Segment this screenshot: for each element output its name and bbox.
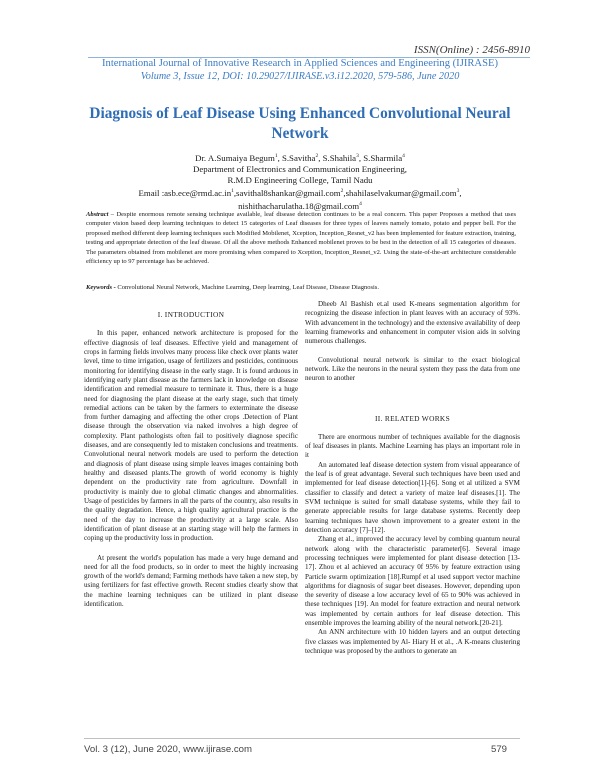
abstract-text: – Despite enormous remote sensing technique available, leaf disease detection continues to be a real concern. This paper Proposes a method that uses computer vision based deep learning techniques to detect 15 categories of Leaf diseases for three types of leaves namely tomato, potato and pepper bell. For the proposed method different deep learning techniques such Modified Mobilenet, Xception, Inception_Resnet_v2 has been implemented for feature extraction, training, testing and appropriate detection of the leaf disease. Of all the above methods Enhanced mobilenet proves to be best in the detection of all 15 categories of diseases. The parameters obtained from mobilenet are more promising when compared to Xception, Inception_Resnet_v2. Using the state-of-the-art architecture considerable efficiency up to 97 percentage has be achieved.	[86, 211, 516, 266]
author-names: Dr. A.Sumaiya Begum$^1$, S.Savitha$^2$, S.Shahila$^3$, S.Sharmila$^4$	[195, 152, 405, 163]
intro-paragraph-1: In this paper, enhanced network architecture is proposed for the effective diagnosis of leaf diseases. Effective yield and management of crops in farming fields involves many process like check over plants water level, time to time irrigation, usage of fertilizers and pesticides, continuous monitoring for identifying disease in the early stage. It is found arduous in identifying early plant disease as the farmers lack in knowledge on disease identification and remedial measure to terminate it. Thus, there is a huge need for diagnosing the plant disease at the early stage, such that timely remedial actions can be taken by the farmers to exterminate the disease from further damaging and affecting the other crops .Detection of Plant disease through the observation via naked involves a high degree of complexity. Plant pathologists often fail to positively diagnose specific diseases, and are consequently led to mistaken conclusions and treatments. Convolutional neural network models are used to perform the detection and diagnosis of plant disease using simple leaves images containing both healthy and diseased plants.The growth of world economy is highly dependent on the productivity rate from agriculture. Downfall in productivity is mainly due to global climatic changes and abnormalities. Usage of pesticides by farmers in all the parts of the country, also results in the quality degradation. Hence, a high quality agricultural practice is the need of the day to increase the productivity at a large scale. Also identification of plant disease at an starting stage will help the farmers in coping up the productivity loss in production.	[84, 329, 298, 543]
related-paragraph-1: There are enormous number of techniques available for the diagnosis of leaf diseases in plants. Machine Learning has plays an important role in it	[305, 432, 520, 460]
abstract	[86, 210, 516, 266]
right-column	[305, 300, 520, 656]
footer-rule	[84, 738, 520, 739]
journal-name: International Journal of Innovative Research in Applied Sciences and Engineering (IJIRASE)	[102, 58, 498, 69]
section-heading-related-works: II. RELATED WORKS	[375, 413, 450, 423]
issn-label: ISSN(Online) : 2456-8910	[413, 44, 530, 56]
intro-paragraph-2: At present the world's population has made a very huge demand and need for all the food products, so in order to meet the highly increasing growth of the world's demand; Farming methods have taken a new step, by using fertilizers for fast effective growth. Recent studies clearly show that the machine learning techniques can be utilized in plant disease identification.	[84, 553, 298, 609]
keywords	[86, 283, 516, 292]
author-department: Department of Electronics and Communication Engineering,	[193, 163, 407, 174]
related-paragraph-3: Zhang et al., improved the accuracy level by combing quantum neural network along with the characteristic parameter[6]. Several image processing techniques were implemented for plant disease detection [13-17]. Zhou et al achieved an accuracy 0f 95% by feature extraction using Particle swarm optimization [18].Rumpf et al used support vector machine algorithms for diagnosis of sugar beet diseases. However, depending upon the severity of disease a low accuracy level of 65 to 90% was achieved in these techniques [19]. An model for feature extraction and neural network was implemented by certain authors for leaf disease detection. This ensemble improves the learning ability of the neural network.[20-21].	[305, 535, 520, 628]
left-column	[84, 300, 298, 609]
author-email-line2: nishithacharulatha.18@gmail.com$^4$	[238, 200, 362, 211]
body-paragraph-cnn: Convolutional neural network is similar to the exact biological network. Like the neurons in the neural system they pass the data from one neuron to another	[305, 355, 520, 383]
abstract-label: Abstract	[86, 211, 109, 218]
section-heading-introduction: I. INTRODUCTION	[157, 310, 225, 319]
page-number: 579	[490, 744, 507, 755]
keywords-text: Convolutional Neural Network, Machine Learning, Deep learning, Leaf Disease, Disease Diagnosis.	[115, 284, 379, 291]
paper-title: Diagnosis of Leaf Disease Using Enhanced Convolutional Neural Network	[89, 105, 511, 142]
author-emails: Email $:asb.ece@rmd.ac.in^1,savithal8shankar@gmail.com^2,shahilaselvakumar@gmail.com^3$,	[138, 187, 462, 198]
related-paragraph-4: An ANN architecture with 10 hidden layers and an output detecting five classes was implemented by Al- Hiary H et al., .A K-means clustering technique was proposed by the authors to generate an	[305, 628, 520, 655]
keywords-label: Keywords -	[86, 284, 116, 291]
related-paragraph-2: An automated leaf disease detection system from visual appearance of the leaf is of great advantage. Several such techniques have been used and implemented for leaf disease detection[1]-[6]. Song et al utilized a SVM classifier to classify and detect a variety of maize leaf diseases.[1]. The SVM technique is suited for small database systems, while they fail to generate appreciable results for large database systems. Recently deep learning techniques have shown improvement to a greater extent in the detection accuracy [7]–[12].	[305, 460, 520, 534]
author-college: R.M.D Engineering College, Tamil Nadu	[227, 174, 373, 185]
journal-volume-doi: Volume 3, Issue 12, DOI: 10.29027/IJIRASE.v3.i12.2020, 579-586, June 2020	[140, 71, 460, 82]
author-block	[0, 151, 600, 212]
footer-volume-url: Vol. 3 (12), June 2020, www.ijirase.com	[84, 744, 252, 755]
body-paragraph-bashish: Dheeb Al Bashish et.al used K-means segmentation algorithm for recognizing the disease infection in plant leaves with an accuracy of 93%. With advancement in the technology) and the extensive availability of deep learning frameworks and enhancement in computer vision aids in solving numerous challenges.	[305, 300, 520, 346]
